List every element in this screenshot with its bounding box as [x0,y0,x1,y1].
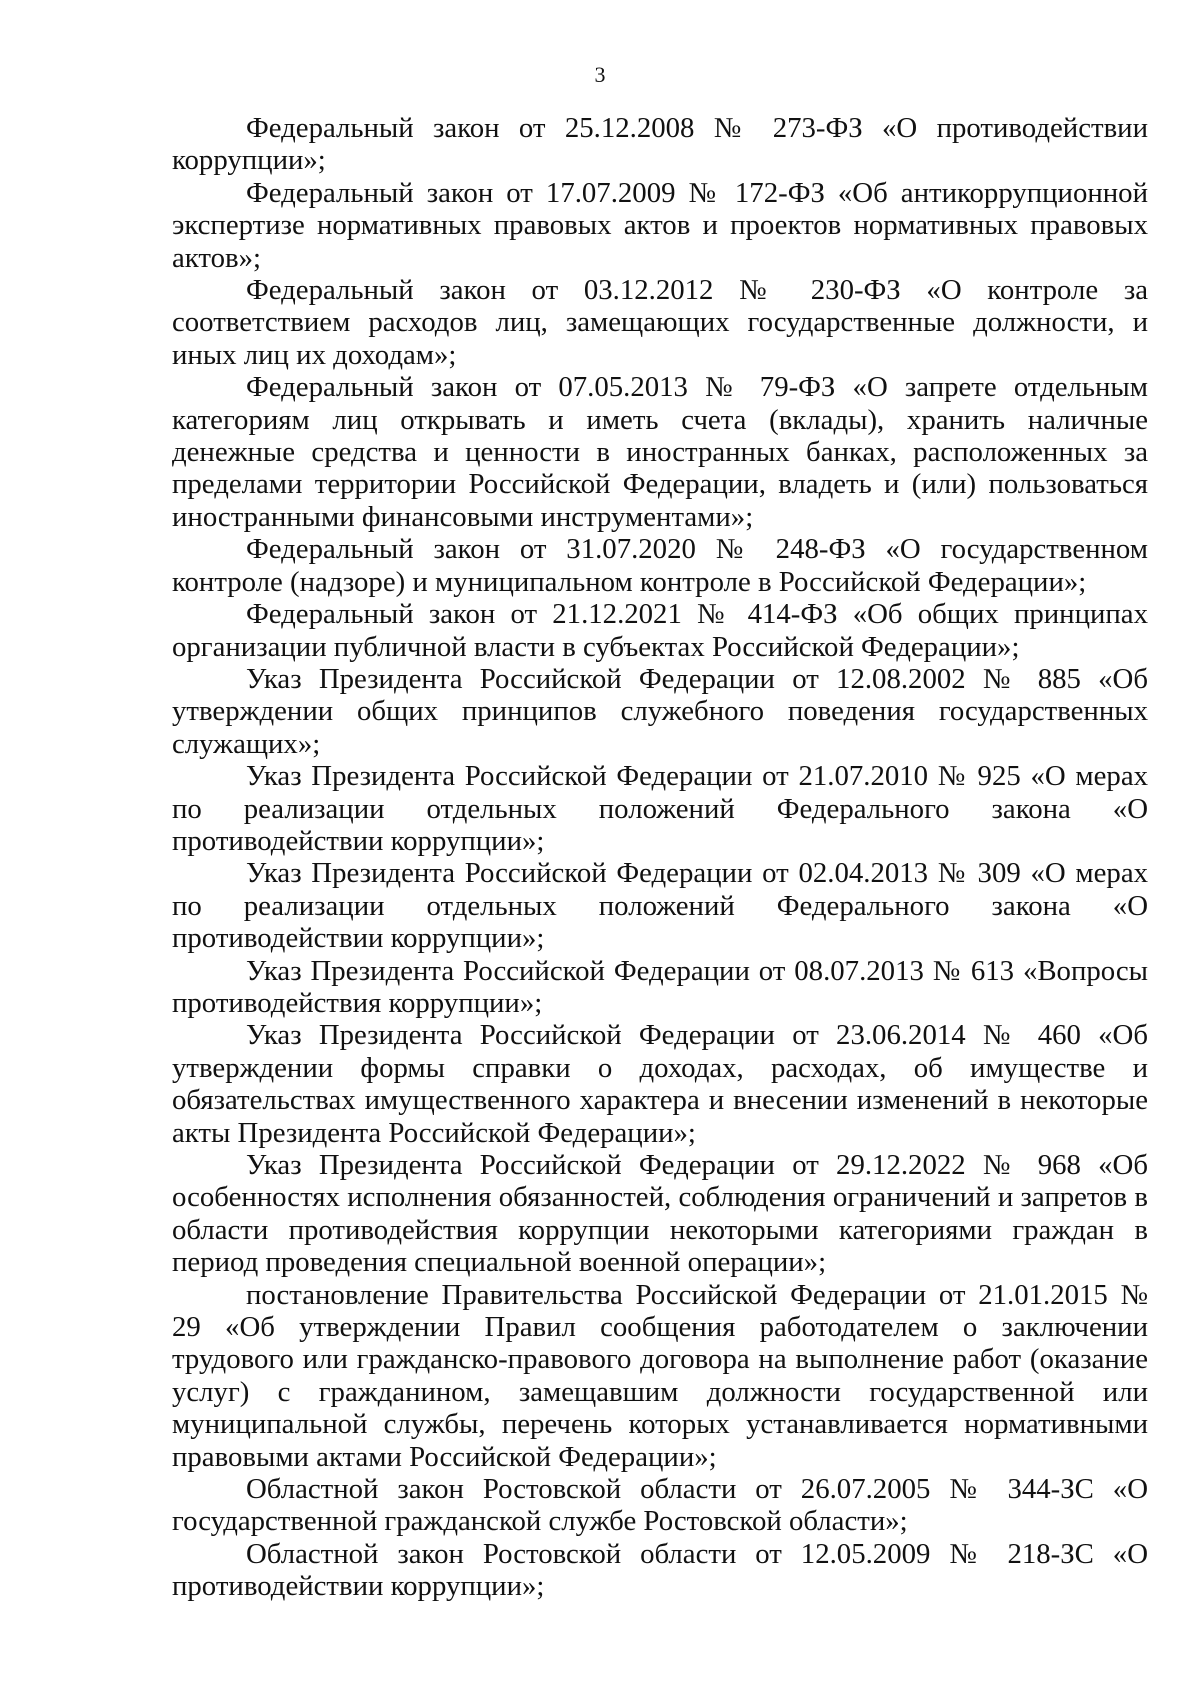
legal-act-item: Федеральный закон от 07.05.2013 № 79-ФЗ «О запрете отдельным категориям лиц открывать и иметь счета (вклады), хранить наличные денежные средства и ценности в иностранных банках, расположенных за пределами территории Российской Федерации, владеть и (или) пользоваться иностранными финансовыми инструментами»; [172,371,1148,533]
legal-act-item: Указ Президента Российской Федерации от 08.07.2013 № 613 «Вопросы противодействия коррупции»; [172,954,1148,1019]
document-body [172,112,1148,1603]
legal-act-item: Указ Президента Российской Федерации от 12.08.2002 № 885 «Об утверждении общих принципов служебного поведения государственных служащих»; [172,662,1148,760]
legal-act-item: Указ Президента Российской Федерации от 29.12.2022 № 968 «Об особенностях исполнения обязанностей, соблюдения ограничений и запретов в области противодействия коррупции некоторыми категориями граждан в период проведения специальной военной операции»; [172,1149,1148,1279]
legal-act-item: Указ Президента Российской Федерации от 21.07.2010 № 925 «О мерах по реализации отдельных положений Федерального закона «О противодействии коррупции»; [172,760,1148,857]
legal-act-item: Федеральный закон от 25.12.2008 № 273-ФЗ «О противодействии коррупции»; [172,112,1148,177]
legal-act-item: постановление Правительства Российской Федерации от 21.01.2015 № 29 «Об утверждении Правил сообщения работодателем о заключении трудового или гражданско-правового договора на выполнение работ (оказание услуг) с гражданином, замещавшим должности государственной или муниципальной службы, перечень которых устанавливается нормативными правовыми актами Российской Федерации»; [172,1278,1148,1473]
legal-act-item: Федеральный закон от 21.12.2021 № 414-ФЗ «Об общих принципах организации публичной власти в субъектах Российской Федерации»; [172,598,1148,663]
page-number: 3 [594,62,606,87]
legal-act-item: Федеральный закон от 31.07.2020 № 248-ФЗ «О государственном контроле (надзоре) и муниципальном контроле в Российской Федерации»; [172,533,1148,598]
legal-act-item: Указ Президента Российской Федерации от 02.04.2013 № 309 «О мерах по реализации отдельных положений Федерального закона «О противодействии коррупции»; [172,857,1148,955]
legal-act-item: Федеральный закон от 03.12.2012 № 230-ФЗ «О контроле за соответствием расходов лиц, замещающих государственные должности, и иных лиц их доходам»; [172,274,1148,371]
legal-act-item: Федеральный закон от 17.07.2009 № 172-ФЗ «Об антикоррупционной экспертизе нормативных правовых актов и проектов нормативных правовых актов»; [172,176,1148,274]
legal-act-item: Указ Президента Российской Федерации от 23.06.2014 № 460 «Об утверждении формы справки о доходах, расходах, об имуществе и обязательствах имущественного характера и внесении изменений в некоторые акты Президента Российской Федерации»; [172,1019,1148,1149]
legal-act-item: Областной закон Ростовской области от 12.05.2009 № 218-ЗС «О противодействии коррупции»; [172,1537,1148,1603]
legal-act-item: Областной закон Ростовской области от 26.07.2005 № 344-ЗС «О государственной гражданской службе Ростовской области»; [172,1473,1148,1538]
